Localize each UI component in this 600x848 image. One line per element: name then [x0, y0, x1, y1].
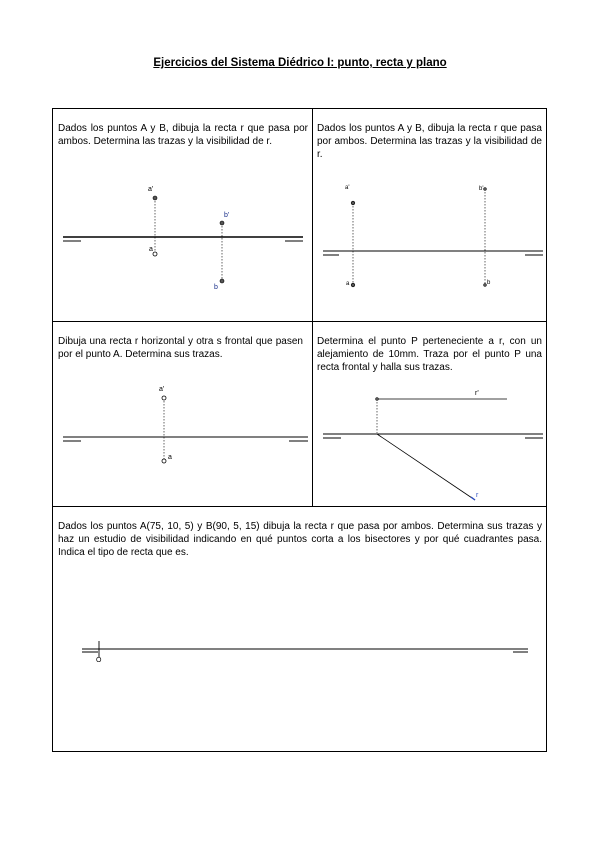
exercise-grid	[52, 108, 547, 752]
exercise-5	[53, 507, 546, 751]
point-a-upper-label: a'	[148, 186, 154, 193]
point-a-lower-label: a	[346, 281, 350, 287]
exercise-3	[53, 322, 312, 506]
line-r-lower-label: r	[476, 492, 479, 499]
point-a-lower-label: a	[149, 246, 153, 253]
exercise-5-diagram	[53, 507, 546, 751]
exercise-4-diagram	[313, 322, 546, 506]
exercise-5-text: Dados los puntos A(75, 10, 5) y B(90, 5, 15) dibuja la recta r que pasa por ambos. Determina sus trazas y haz un estudio de visibilidad indicando en qué puntos corta a los bisectores y por qué cuadrantes pasa. Indica el tipo de recta que es.	[58, 521, 542, 558]
exercise-4	[313, 322, 546, 506]
exercise-2-diagram	[313, 109, 546, 321]
exercise-1-diagram	[53, 109, 312, 321]
point-a-upper-label: a'	[345, 185, 350, 191]
exercise-4-text: Determina el punto P perteneciente a r, con un alejamiento de 10mm. Traza por el punto P una recta frontal y halla sus trazas.	[317, 336, 542, 373]
line-r-upper-label: r'	[475, 390, 479, 397]
exercise-1	[53, 109, 312, 321]
exercise-3-diagram	[53, 322, 312, 506]
page-title: Ejercicios del Sistema Diédrico I: punto, recta y plano	[153, 57, 447, 69]
exercise-2-text: Dados los puntos A y B, dibuja la recta r que pasa por ambos. Determina las trazas y la visibilidad de r.	[317, 123, 542, 160]
point-b-upper-label: b'	[224, 212, 230, 219]
point-a-lower-label: a	[168, 454, 172, 461]
point-b-lower-label: b	[214, 284, 218, 291]
point-b-upper-label: b'	[479, 186, 484, 192]
point-b-lower-label: b	[487, 280, 491, 286]
exercise-1-text: Dados los puntos A y B, dibuja la recta r que pasa por ambos. Determina las trazas y la visibilidad de r.	[58, 123, 308, 147]
origin-label: O	[96, 657, 102, 664]
exercise-2	[313, 109, 546, 321]
exercise-3-text: Dibuja una recta r horizontal y otra s frontal que pasen por el punto A. Determina sus trazas.	[58, 336, 303, 360]
point-a-upper-label: a'	[159, 386, 165, 393]
